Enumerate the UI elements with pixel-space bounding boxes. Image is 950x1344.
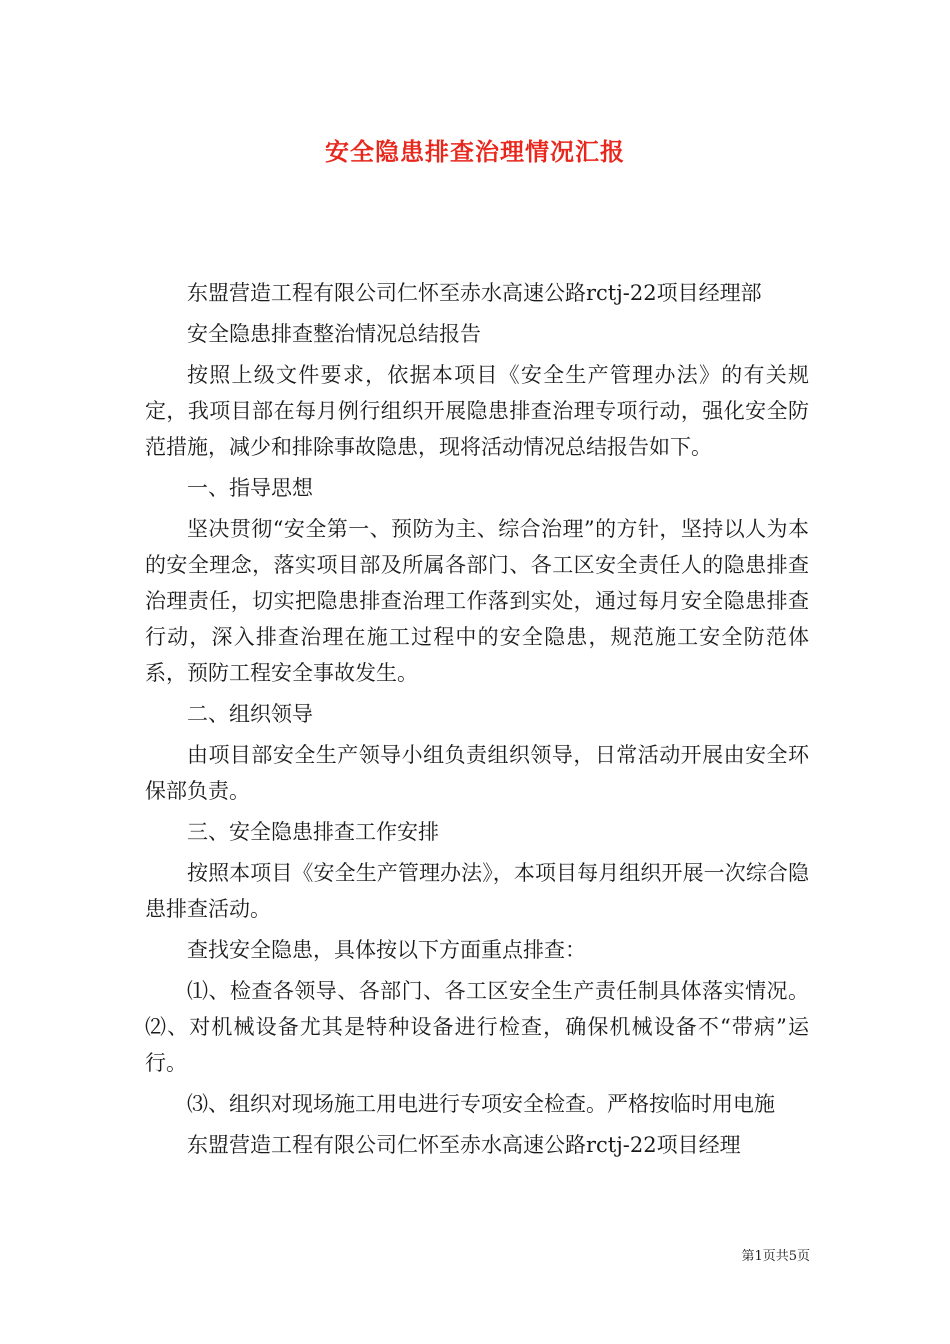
document-title: 安全隐患排查治理情况汇报 [325, 137, 625, 166]
paragraph-inspection-items-1-2: ⑴、检查各领导、各部门、各工区安全生产责任制具体落实情况。⑵、对机械设备尤其是特种设备进行检查，确保机械设备不“带病”运行。 [145, 979, 809, 1075]
page-number: 第1页共5页 [741, 1249, 810, 1264]
paragraph-organization: 由项目部安全生产领导小组负责组织领导，日常活动开展由安全环保部负责。 [145, 743, 809, 803]
paragraph-arrangement: 按照本项目《安全生产管理办法》，本项目每月组织开展一次综合隐患排查活动。 [145, 861, 809, 921]
document-body [145, 275, 809, 1168]
paragraph-company-repeat: 东盟营造工程有限公司仁怀至赤水高速公路rctj-22项目经理 [187, 1133, 741, 1157]
paragraph-guiding-ideology: 坚决贯彻“安全第一、预防为主、综合治理”的方针，坚持以人为本的安全理念，落实项目部及所属各部门、各工区安全责任人的隐患排查治理责任，切实把隐患排查治理工作落到实处，通过每月安全隐患排查行动，深入排查治理在施工过程中的安全隐患，规范施工安全防范体系，预防工程安全事故发生。 [145, 517, 809, 685]
paragraph-inspection-focus: 查找安全隐患，具体按以下方面重点排查： [187, 938, 586, 962]
paragraph-intro: 按照上级文件要求，依据本项目《安全生产管理办法》的有关规定，我项目部在每月例行组织开展隐患排查治理专项行动，强化安全防范措施，减少和排除事故隐患，现将活动情况总结报告如下。 [145, 363, 809, 459]
paragraph-report-title: 安全隐患排查整治情况总结报告 [187, 322, 481, 346]
paragraph-company-header: 东盟营造工程有限公司仁怀至赤水高速公路rctj-22项目经理部 [187, 281, 762, 305]
section-heading-guiding-ideology: 一、指导思想 [187, 476, 313, 500]
paragraph-inspection-item-3: ⑶、组织对现场施工用电进行专项安全检查。严格按临时用电施 [187, 1092, 775, 1116]
section-heading-organization: 二、组织领导 [187, 702, 313, 726]
section-heading-arrangement: 三、安全隐患排查工作安排 [187, 820, 439, 844]
